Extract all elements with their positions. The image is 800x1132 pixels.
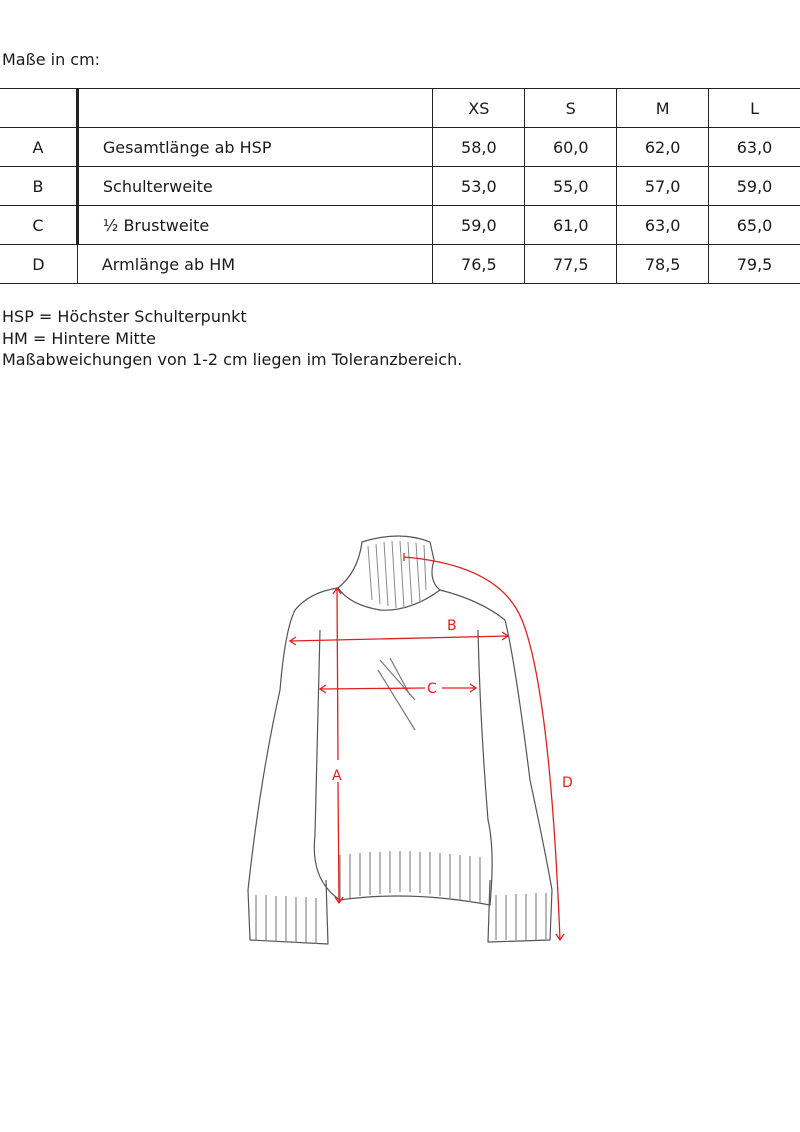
header-l: L [709,89,800,128]
header-cell [77,89,433,128]
header-m: M [617,89,709,128]
cell-value: 76,5 [433,245,525,284]
label-b: B [447,618,457,634]
measure-a-line [333,588,343,903]
row-label: ½ Brustweite [77,206,433,245]
size-table [0,88,800,284]
row-key: C [0,206,77,245]
page-title: Maße in cm: [2,50,101,69]
table-row [0,167,800,206]
cell-value: 58,0 [433,128,525,167]
cell-value: 55,0 [525,167,617,206]
table-row [0,206,800,245]
table-row [0,245,800,284]
note-tolerance: Maßabweichungen von 1-2 cm liegen im Toleranzbereich. [2,350,463,369]
cell-value: 57,0 [617,167,709,206]
cell-value: 59,0 [709,167,800,206]
sweater-sketch [248,536,552,944]
label-c: C [427,681,437,697]
header-cell [0,89,77,128]
row-key: D [0,245,77,284]
table-row [0,128,800,167]
measure-d-line [404,553,564,940]
cell-value: 61,0 [525,206,617,245]
cell-value: 63,0 [709,128,800,167]
cell-value: 79,5 [709,245,800,284]
cell-value: 77,5 [525,245,617,284]
table-header-row [0,89,800,128]
cell-value: 63,0 [617,206,709,245]
row-key: A [0,128,77,167]
note-hm: HM = Hintere Mitte [2,328,156,348]
cell-value: 65,0 [709,206,800,245]
header-s: S [525,89,617,128]
cell-value: 59,0 [433,206,525,245]
cell-value: 78,5 [617,245,709,284]
row-key: B [0,167,77,206]
measure-c-line [320,684,476,693]
sweater-measurement-diagram [240,520,590,960]
measure-b-line [290,632,508,645]
row-label: Gesamtlänge ab HSP [77,128,433,167]
label-a: A [332,768,342,784]
cell-value: 62,0 [617,128,709,167]
header-xs: XS [433,89,525,128]
measurement-lines [290,553,573,940]
row-label: Armlänge ab HM [77,245,433,284]
cell-value: 60,0 [525,128,617,167]
row-label: Schulterweite [77,167,433,206]
cell-value: 53,0 [433,167,525,206]
note-hsp: HSP = Höchster Schulterpunkt [2,307,247,326]
notes [2,306,462,371]
label-d: D [562,775,573,791]
